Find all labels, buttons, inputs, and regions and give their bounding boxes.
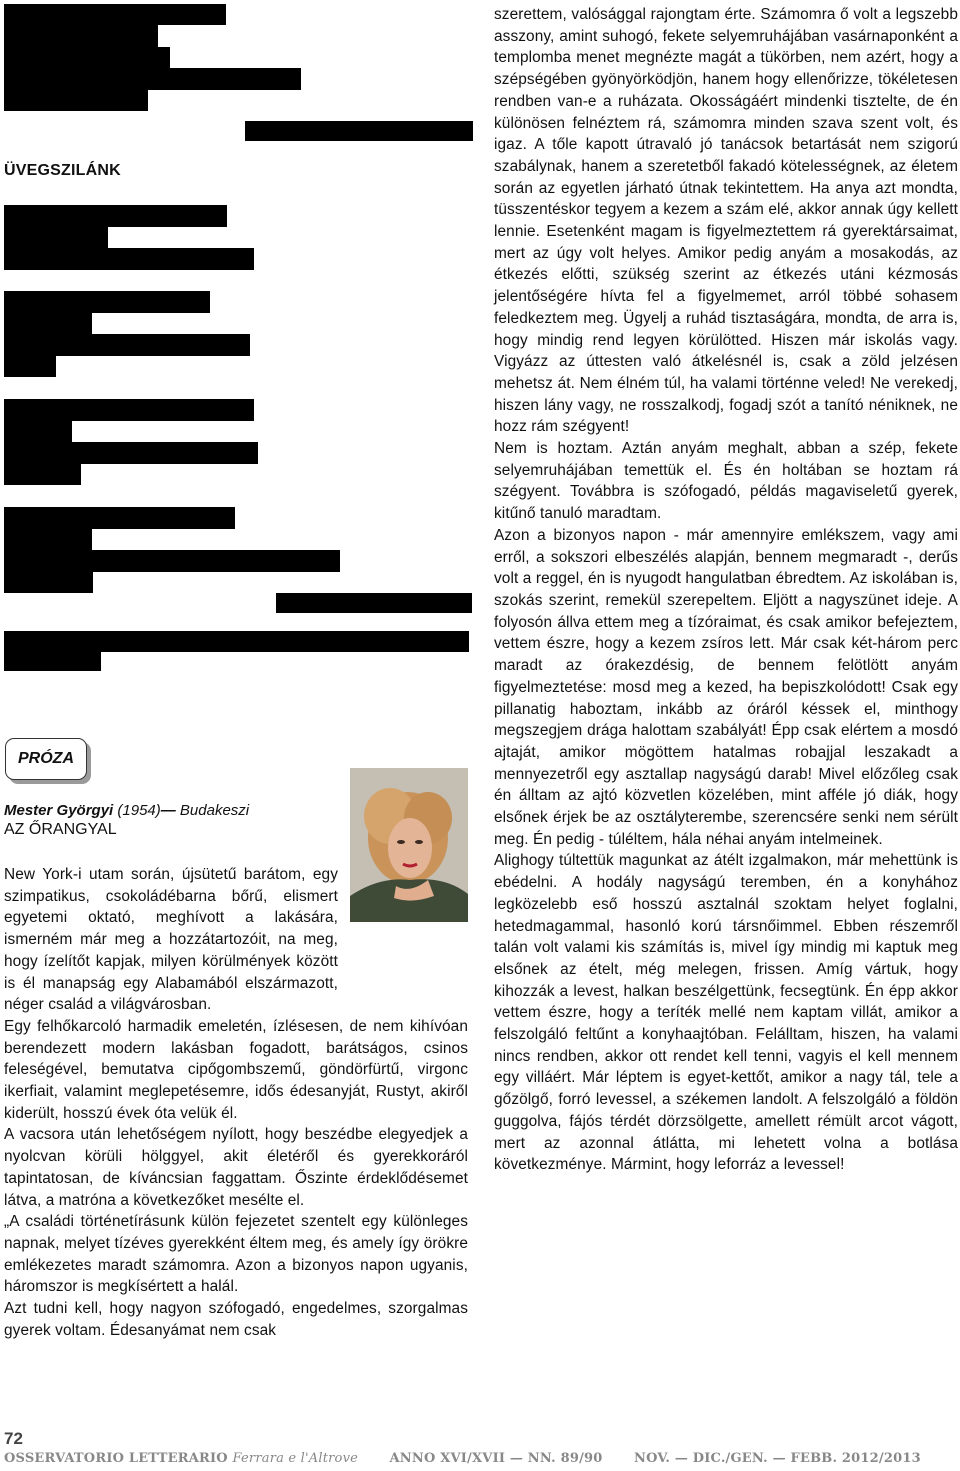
redacted-block [4, 248, 254, 270]
redacted-block [4, 313, 92, 334]
body-paragraph: Nem is hoztam. Aztán anyám meghalt, abban a szép, fekete selyemruhájában temettük el. És én holtában se hoztam rá szégyent. Továbbra is szófogadó, példás magaviseletű gyerek, kitűnő tanuló maradtam. [494, 440, 958, 523]
author-birth-year: (1954) [117, 802, 161, 819]
redacted-block [4, 356, 56, 377]
author-line [4, 802, 249, 819]
right-column [494, 4, 958, 1176]
story-title: AZ ŐRANGYAL [4, 821, 117, 838]
redacted-block [4, 291, 210, 313]
body-paragraph: Egy felhőkarcoló harmadik emeletén, ízlésesen, de nem kihívóan berendezett modern lakásban fogadott, barátságos, csinos feleségével, bemutatva cipőgombszemű, göndörfürtű, virgonc ikerfiait, valamint meglepetésemre, idős édesanyját, Rustyt, akiről kiderült, hosszú évek óta velük él. [4, 1017, 468, 1122]
redacted-block [4, 464, 81, 485]
redacted-block [4, 421, 72, 442]
section-title: ÜVEGSZILÁNK [4, 162, 121, 179]
left-column [4, 864, 468, 1341]
redacted-block [4, 334, 250, 356]
body-paragraph: „A családi történetírásunk külön fejezetet szentelt egy különleges napnak, melyet tízéves gyerekként éltem meg, és amely így örökre emlékezetes maradt számomra. Azon a bizonyos napon ugyanis, háromszor is megkísértett a halál. [4, 1213, 468, 1296]
author-arrow: — [160, 802, 176, 819]
redacted-block [4, 631, 469, 652]
redacted-block [4, 550, 340, 572]
redacted-block [245, 121, 473, 141]
author-name: Mester Györgyi [4, 802, 114, 819]
body-paragraph: szerettem, valósággal rajongtam érte. Számomra ő volt a legszebb asszony, amint suhogó, fekete selyemruhájában vasárnaponként a templomba menet megnézte magát a tükörben, nem azért, hogy a szépségében gyönyörködjön, hanem hogy ellenőrizze, tökéletesen rendben van-e a ruházata. Okosságáért mindenki tisztelte, de én különösen felnéztem rá, számomra minden szava szent volt, és igaz. A tőle kapott útravaló jó tanácsok betartását nem szigorú szabálynak, hanem a szeretetből fakadó kötelességnek, az életem során az egyetlen járható útnak tekintettem. Ha anya azt mondta, tüsszentéskor tegyem a kezem a szám elé, akkor annak úgy kellett lennie. Esetenként magam is figyelmeztettem rá gyerektársaimat, mert az úgy volt helyes. Amikor pedig anyám a mosakodás, az étkezés előtti, szükség szerint az étkezés utáni kézmosás jelentőségére hívta fel a figyelmemet, arról többé sohasem feledkeztem meg. Ügyelj a ruhád tisztaságára, mondta, de arra is, hogy mindig rend legyen körülötted. Hiszen már iskolás vagy. Vigyázz az úttesten való átkelésnél is, csak a zöld jelzésen mehetsz át. Nem élném túl, ha valami történne veled! Ne verekedj, hiszen lány vagy, ne rosszalkodj, fogadj szót a tanító néniknek, ne hozz rám szégyent! [494, 6, 958, 436]
footer-subtitle: Ferrara e l'Altrove [232, 1451, 359, 1466]
redacted-block [4, 25, 158, 47]
footer [4, 1451, 921, 1466]
redacted-block [4, 529, 92, 550]
redacted-block [4, 47, 170, 68]
intro-paragraph: New York-i utam során, újsütetű barátom, egy szimpatikus, csokoládébarna bőrű, elismert egyetemi oktató, meghívott a lakására, ismerném már meg a hozzátartozóit, na meg, hogy ízelítőt kapjak, milyen körülmények között is él manapság egy Alabamából elszármazott, néger család a világvárosban. [4, 866, 338, 1014]
body-paragraph: A vacsora után lehetőségem nyílott, hogy beszédbe elegyedjek a nyolcvan körüli hölggyel, akit életéről és gyerekkoráról tapintatosan, de kíváncsian faggattam. Őszinte érdeklődésemet látva, a matróna a következőket mesélte el. [4, 1126, 468, 1209]
redacted-block [4, 507, 235, 529]
redacted-block [276, 593, 472, 613]
page-number: 72 [4, 1429, 23, 1448]
category-box [5, 738, 87, 780]
body-paragraph: Alighogy túltettük magunkat az átélt izgalmakon, már mehettünk is ebédelni. A hodály nagyságú teremben, én a konyhához legközelebb eső hosszú asztalnál szoktam helyet foglalni, hetedmagammal, hasonló korú társnőimmel. Ebben részemről talán volt valami kis számítás is, mivel így mindig mi kaptuk meg elsőnek az ételt, még melegen, frissen. Amíg vártuk, hogy kihozzák a levest, halkan beszélgettünk, fecsegtünk. Én épp akkor vettem észre, hogy a teríték mellé nem kaptam villát, amikor a felszolgáló feltűnt a konyhaajtóban. Felálltam, hiszen, ha valami nincs rendben, akkor ott rendet kell tenni, vagyis el kell mennem egy villáért. Már léptem is egyet-kettőt, amikor a nagy tál, tele a gőzölgő, forró levessel, a székemen landolt. A felszolgáló a földön guggolva, fájós térdét dörzsölgette, amellett rémült arcot vágott, mert az azonnal átlátta, mi lehetett volna a botlása következménye. Mármint, hogy leforráz a levessel! [494, 852, 958, 1174]
footer-months: NOV. — DIC./GEN. — FEBB. 2012/2013 [633, 1451, 921, 1466]
footer-journal: OSSERVATORIO LETTERARIO [4, 1451, 228, 1466]
redacted-block [4, 68, 301, 90]
redacted-block [4, 442, 258, 464]
redacted-block [4, 399, 254, 421]
redacted-block [4, 652, 101, 671]
redacted-block [4, 572, 93, 593]
category-label: PRÓZA [18, 750, 74, 767]
body-paragraph: Azon a bizonyos napon - már amennyire emlékszem, vagy ami erről, a sokszori elbeszélés alapján, bennem megmaradt -, derűs volt a reggel, én is nyugodt hangulatban ébredtem. Az iskolában is, szokás szerint, remekül szerepeltem. Eljött a nagyszünet ideje. A folyosón állva ettem meg a tízóraimat, és csak amikor befejeztem, vettem észre, hogy a kezem zsíros lett. Már csak két-három perc maradt az órakezdésig, de bennem felötlött anyám figyelmeztetése: mosd meg a kezed, ha bepiszkolódott! Csak egy pillanatig haboztam, inkább az óráról késsek el, minthogy megszegjem drága halottam szabályát! Épp csak elértem a mosdó ajtaját, amikor mögöttem hatalmas robajjal leszakadt a mennyezetről egy asztallap nagyságú darab! Mivel előzőleg csak én álltam az ajtó közvetlen közelében, mint afféle jó diák, hogy elsőnek érjek be az osztályterembe, szerencsére senki nem sérült meg. Én pedig - túléltem, hála néhai anyám intelmeinek. [494, 526, 958, 848]
footer-issue: ANNO XVI/XVII — NN. 89/90 [389, 1451, 603, 1466]
author-place: Budakeszi [179, 802, 250, 819]
body-paragraph: Azt tudni kell, hogy nagyon szófogadó, engedelmes, szorgalmas gyerek voltam. Édesanyámat nem csak [4, 1300, 468, 1339]
redacted-block [4, 4, 226, 25]
redacted-block [4, 227, 108, 248]
redacted-block [4, 90, 148, 111]
redacted-block [4, 205, 227, 227]
